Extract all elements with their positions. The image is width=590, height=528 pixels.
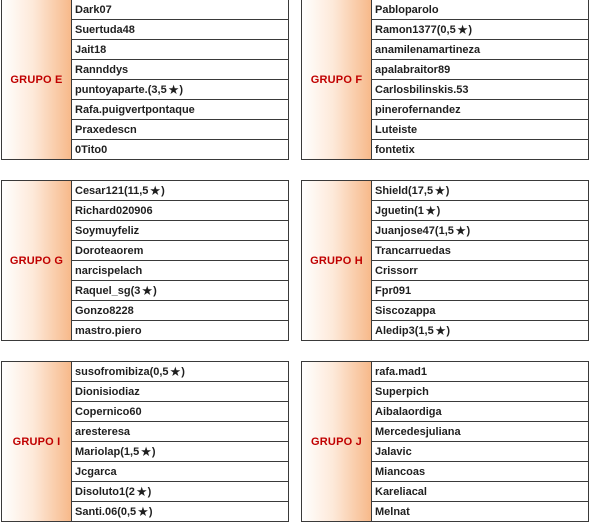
player-row	[72, 120, 288, 140]
player-score: (0,5	[117, 505, 137, 518]
player-name: Suertuda48	[75, 23, 135, 36]
player-name: rafa.mad1	[375, 365, 427, 378]
group-table-f	[301, 0, 589, 160]
player-score: (3	[130, 284, 141, 297]
star-icon: ★	[141, 283, 154, 298]
player-row	[72, 221, 288, 241]
group-title: GRUPO H	[310, 254, 363, 267]
star-icon: ★	[149, 183, 162, 198]
group-title: GRUPO I	[12, 435, 61, 448]
group-table-j	[301, 361, 589, 522]
player-name: Soymuyfeliz	[75, 224, 140, 237]
player-name: mastro.piero	[75, 324, 142, 337]
player-name: Raquel_sg	[75, 284, 131, 297]
player-name: Jait18	[75, 43, 107, 56]
player-name: apalabraitor89	[375, 63, 451, 76]
player-name: Siscozappa	[375, 304, 436, 317]
score-close: )	[153, 284, 157, 297]
player-row	[72, 422, 288, 442]
player-row	[372, 201, 588, 221]
player-row	[372, 321, 588, 340]
player-score: (0,5	[436, 23, 456, 36]
player-score: (0,5	[149, 365, 169, 378]
player-name: Juanjose47	[375, 224, 435, 237]
star-icon: ★	[424, 203, 437, 218]
player-name: Mercedesjuliana	[375, 425, 461, 438]
player-row	[372, 100, 588, 120]
player-row	[72, 402, 288, 422]
star-icon: ★	[137, 504, 149, 519]
player-row	[72, 241, 288, 261]
player-name: fontetix	[375, 143, 415, 156]
player-row	[72, 462, 288, 482]
score-close: )	[179, 83, 184, 96]
player-row	[372, 442, 588, 462]
player-list	[372, 0, 588, 159]
player-name: Dark07	[75, 3, 112, 16]
star-icon: ★	[434, 183, 446, 198]
player-score: (2	[125, 485, 135, 498]
player-name: Melnat	[375, 505, 410, 518]
player-score: (1,5	[434, 224, 454, 237]
player-name: Rannddys	[75, 63, 129, 76]
score-close: )	[181, 365, 185, 378]
player-name: narcispelach	[75, 264, 143, 277]
player-row	[72, 261, 288, 281]
player-row	[372, 402, 588, 422]
player-row	[372, 281, 588, 301]
player-row	[372, 362, 588, 382]
player-score: (1	[414, 204, 424, 217]
player-name: Disoluto1	[75, 485, 126, 498]
player-name: Gonzo8228	[75, 304, 134, 317]
player-row	[72, 301, 288, 321]
player-name: Superpich	[375, 385, 429, 398]
score-close: )	[148, 505, 153, 518]
player-name: puntoyaparte.	[75, 83, 148, 96]
player-row	[72, 80, 288, 100]
group-label-cell	[2, 181, 72, 340]
group-label-cell	[302, 0, 372, 159]
player-row	[72, 20, 288, 40]
player-list	[72, 181, 288, 340]
player-name: Santi.06	[75, 505, 118, 518]
star-icon: ★	[140, 444, 152, 459]
group-title: GRUPO J	[311, 435, 362, 448]
group-label-cell	[302, 181, 372, 340]
player-row	[372, 502, 588, 521]
player-name: Shield	[375, 184, 409, 197]
player-row	[372, 482, 588, 502]
player-name: Richard020906	[75, 204, 153, 217]
player-name: 0Tito0	[75, 143, 108, 156]
group-table-i	[1, 361, 289, 522]
player-row	[372, 140, 588, 159]
player-list	[72, 362, 288, 521]
player-row	[372, 301, 588, 321]
player-row	[372, 60, 588, 80]
player-row	[372, 241, 588, 261]
player-row	[372, 221, 588, 241]
player-row	[372, 261, 588, 281]
player-name: pinerofernandez	[375, 103, 461, 116]
score-close: )	[161, 184, 165, 197]
player-name: Kareliacal	[375, 485, 427, 498]
player-row	[72, 140, 288, 159]
player-name: Aledip3	[375, 324, 415, 337]
star-icon: ★	[167, 82, 180, 97]
player-name: Doroteaorem	[75, 244, 144, 257]
player-name: Dionisiodiaz	[75, 385, 140, 398]
player-score: (1,5	[414, 324, 434, 337]
group-title: GRUPO G	[9, 254, 64, 267]
score-close: )	[147, 485, 152, 498]
player-score: (1,5	[120, 445, 140, 458]
group-label-cell	[302, 362, 372, 521]
player-name: Jguetin	[375, 204, 415, 217]
player-row	[72, 362, 288, 382]
player-score: (17,5	[408, 184, 434, 197]
player-row	[72, 40, 288, 60]
player-name: Miancoas	[375, 465, 426, 478]
player-name: aresteresa	[75, 425, 131, 438]
player-row	[372, 0, 588, 20]
player-row	[72, 201, 288, 221]
player-row	[72, 100, 288, 120]
player-row	[372, 422, 588, 442]
player-name: Cesar121	[75, 184, 124, 197]
player-name: Trancarruedas	[375, 244, 451, 257]
star-icon: ★	[169, 364, 182, 379]
player-name: anamilenamartineza	[375, 43, 481, 56]
player-list	[72, 0, 288, 159]
player-name: Luteiste	[375, 123, 418, 136]
player-name: Pabloparolo	[375, 3, 439, 16]
player-row	[72, 321, 288, 340]
player-row	[72, 442, 288, 462]
player-name: Crissorr	[375, 264, 418, 277]
score-close: )	[436, 204, 441, 217]
player-name: Aibalaordiga	[375, 405, 442, 418]
player-name: Praxedescn	[75, 123, 137, 136]
player-row	[372, 382, 588, 402]
player-name: Rafa.puigvertpontaque	[75, 103, 195, 116]
group-title: GRUPO E	[10, 73, 63, 86]
group-table-h	[301, 180, 589, 341]
player-list	[372, 362, 588, 521]
player-name: Carlosbilinskis.53	[375, 83, 469, 96]
player-row	[72, 60, 288, 80]
star-icon: ★	[456, 22, 469, 37]
player-row	[72, 482, 288, 502]
player-score: (3,5	[147, 83, 167, 96]
player-name: Ramon1377	[375, 23, 437, 36]
player-row	[72, 502, 288, 521]
group-label-cell	[2, 0, 72, 159]
player-row	[372, 181, 588, 201]
player-row	[372, 80, 588, 100]
player-name: Mariolap	[75, 445, 121, 458]
score-close: )	[466, 224, 471, 237]
group-table-e	[1, 0, 289, 160]
star-icon: ★	[434, 323, 447, 338]
player-list	[372, 181, 588, 340]
player-name: Copernico60	[75, 405, 142, 418]
group-title: GRUPO F	[310, 73, 363, 86]
player-row	[372, 20, 588, 40]
score-close: )	[151, 445, 156, 458]
player-name: Fpr091	[375, 284, 412, 297]
player-row	[72, 181, 288, 201]
player-name: Jalavic	[375, 445, 412, 458]
player-score: (11,5	[123, 184, 149, 197]
star-icon: ★	[135, 484, 148, 499]
player-row	[372, 462, 588, 482]
score-close: )	[468, 23, 473, 36]
player-name: susofromibiza	[75, 365, 150, 378]
player-row	[72, 0, 288, 20]
group-table-g	[1, 180, 289, 341]
player-row	[72, 382, 288, 402]
score-close: )	[445, 184, 450, 197]
score-close: )	[446, 324, 451, 337]
player-row	[372, 120, 588, 140]
player-row	[72, 281, 288, 301]
group-label-cell	[2, 362, 72, 521]
player-name: Jcgarca	[75, 465, 117, 478]
star-icon: ★	[454, 223, 467, 238]
player-row	[372, 40, 588, 60]
